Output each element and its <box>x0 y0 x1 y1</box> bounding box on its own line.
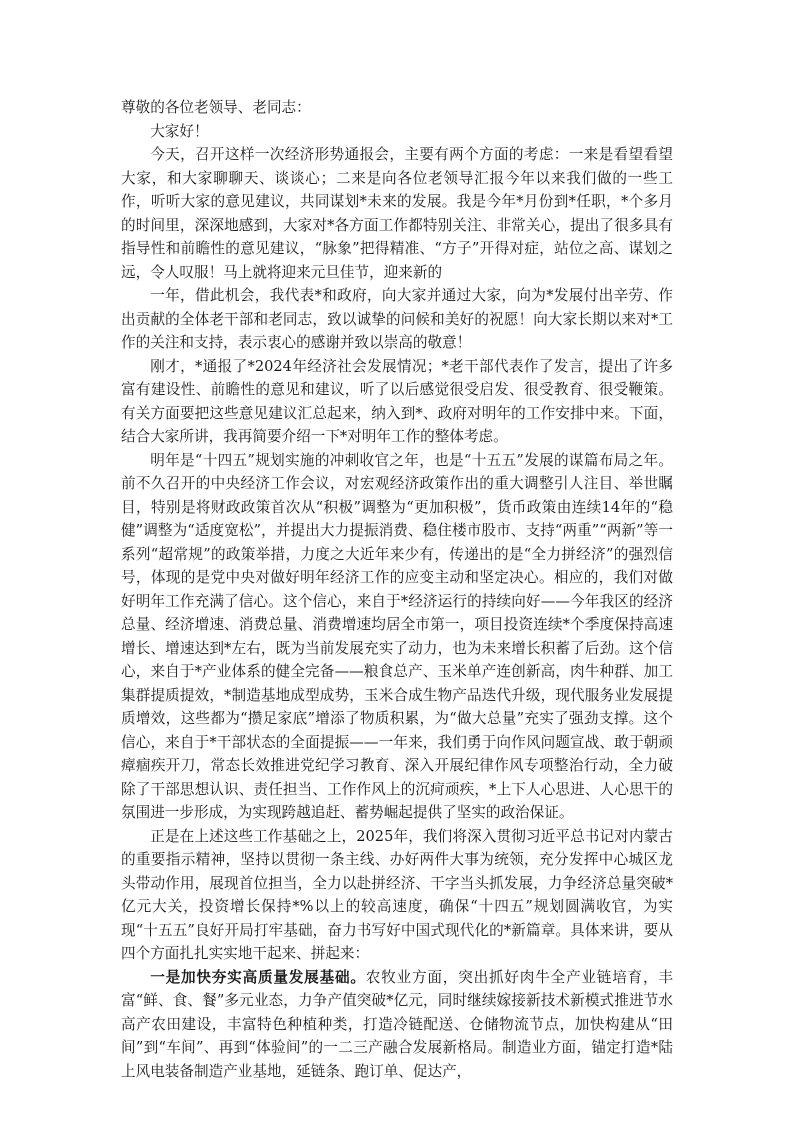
paragraph-3: 刚才，*通报了*2024年经济社会发展情况；*老干部代表作了发言，提出了许多富有建设性、前瞻性的意见和建议，听了以后感觉很受启发、很受教育、很受鞭策。有关方面要把这些意见建议汇总起来，纳入到*、政府对明年的工作安排中来。下面，结合大家所讲，我再简要介绍一下*对明年工作的整体考虑。 <box>121 357 673 445</box>
paragraph-2: 一年，借此机会，我代表*和政府，向大家并通过大家，向为*发展付出辛劳、作出贡献的全体老干部和老同志，致以诚挚的问候和美好的祝愿！向大家长期以来对*工作的关注和支持，表示衷心的感谢并致以崇高的敬意！ <box>121 287 673 351</box>
section-text-1: 农牧业方面，突出抓好肉牛全产业链培育，丰富“鲜、食、餐”多元业态，力争产值突破*亿元，同时继续嫁接新技术新模式推进节水高产农田建设，丰富特色种植种类，打造冷链配送、仓储物流节点，加快构建从“田间”到“车间”、再到“体验间”的一二三产融合发展新格局。制造业方面，锚定打造*陆上风电装备制造产业基地，延链条、跑订单、促达产， <box>121 968 673 1080</box>
speech-document <box>121 96 673 1083</box>
paragraph-5: 正是在上述这些工作基础之上，2025年，我们将深入贯彻习近平总书记对内蒙古的重要指示精神，坚持以贯彻一条主线、办好两件大事为统领，充分发挥中心城区龙头带动作用，展现首位担当，全力以赴拼经济、干字当头抓发展，力争经济总量突破*亿元大关，投资增长保持*%以上的较高速度，确保“十四五”规划圆满收官，为实现“十五五”良好开局打牢基础，奋力书写好中国式现代化的*新篇章。具体来讲，要从四个方面扎扎实实地干起来、拼起来： <box>121 827 673 962</box>
paragraph-6 <box>121 966 673 1084</box>
paragraph-4: 明年是“十四五”规划实施的冲刺收官之年，也是“十五五”发展的谋篇布局之年。前不久召开的中央经济工作会议，对宏观经济政策作出的重大调整引人注目、举世瞩目，特别是将财政政策首次从“积极”调整为“更加积极”，货币政策由连续14年的“稳健”调整为“适度宽松”，并提出大力提振消费、稳住楼市股市、支持“两重”“两新”等一系列“超常规”的政策举措，力度之大近年来少有，传递出的是“全力拼经济”的强烈信号，体现的是党中央对做好明年经济工作的应变主动和坚定决心。相应的，我们对做好明年工作充满了信心。这个信心，来自于*经济运行的持续向好——今年我区的经济总量、经济增速、消费总量、消费增速均居全市第一，项目投资连续*个季度保持高速增长、增速达到*左右，既为当前发展充实了动力，也为未来增长积蓄了后劲。这个信心，来自于*产业体系的健全完备——粮食总产、玉米单产连创新高，肉牛种群、加工集群提质提效，*制造基地成型成势，玉米合成生物产品迭代升级，现代服务业发展提质增效，这些都为“攒足家底”增添了物质积累，为“做大总量”充实了强劲支撑。这个信心，来自于*干部状态的全面提振——一年来，我们勇于向作风问题宣战、敢于朝顽瘴痼疾开刀，常态长效推进党纪学习教育、深入开展纪律作风专项整治行动，全力破除了干部思想认识、责任担当、工作作风上的沉疴顽疾，*上下人心思进、人心思干的氛围进一步形成，为实现跨越追赶、蓄势崛起提供了坚实的政治保证。 <box>121 451 673 821</box>
paragraph-1: 今天，召开这样一次经济形势通报会，主要有两个方面的考虑：一来是看望看望大家，和大家聊聊天、谈谈心；二来是向各位老领导汇报今年以来我们做的一些工作，听听大家的意见建议，共同谋划*未来的发展。我是今年*月份到*任职，*个多月的时间里，深深地感到，大家对*各方面工作都特别关注、非常关心，提出了很多具有指导性和前瞻性的意见建议，“脉象”把得精准、“方子”开得对症，站位之高、谋划之远，令人叹服！马上就将迎来元旦佳节，迎来新的 <box>121 146 673 281</box>
greeting: 大家好！ <box>150 122 209 140</box>
section-heading-1: 一是加快夯实高质量发展基础。 <box>150 968 366 986</box>
salutation: 尊敬的各位老领导、老同志： <box>121 99 311 116</box>
